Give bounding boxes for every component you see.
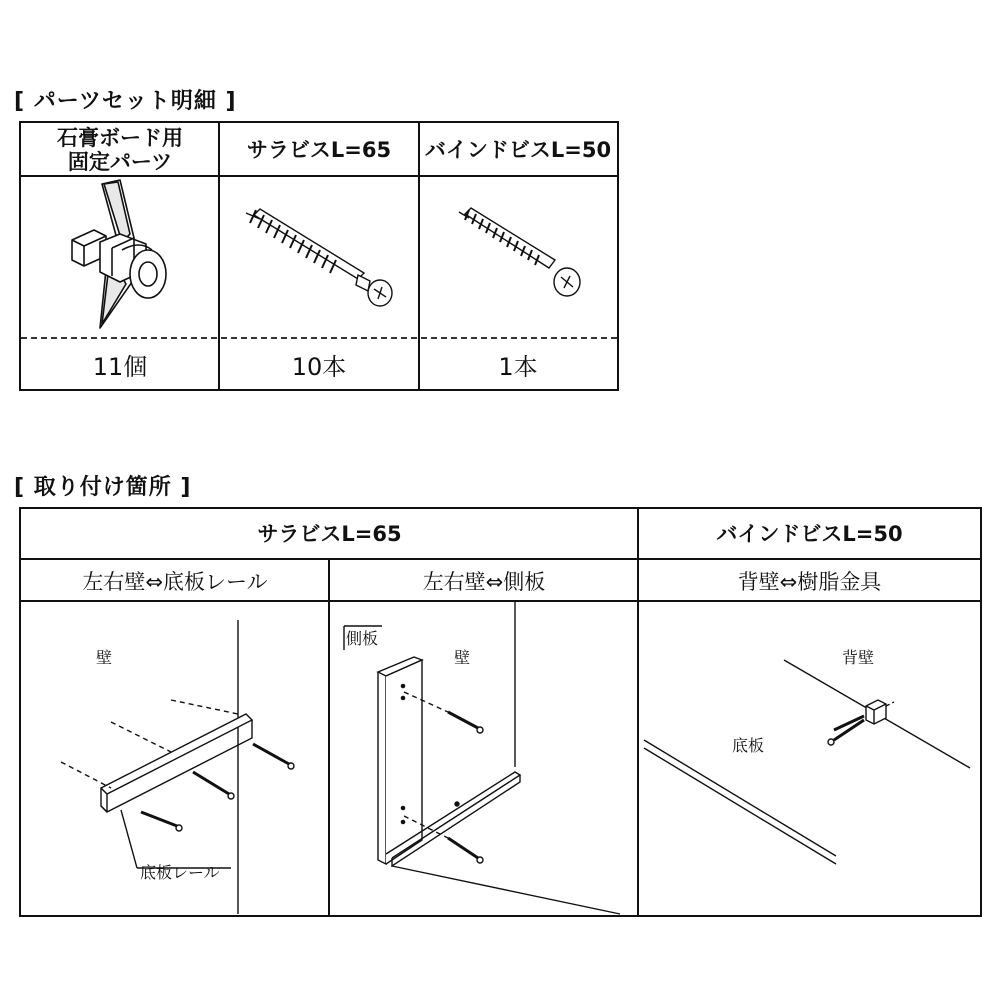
panel-title-wall-side: 左右壁⇔側板 (422, 569, 546, 594)
label-bottom-rail: 底板レール (140, 863, 220, 882)
group-title-flat-screw: サラビスL=65 (257, 522, 402, 546)
parts-quantity-bind-screw: 1本 (498, 352, 538, 381)
label-wall-2: 壁 (454, 648, 471, 667)
parts-quantity-flat-screw: 10本 (291, 352, 347, 381)
parts-section-heading: [ パーツセット明細 ] (14, 89, 237, 114)
backwall-bracket-diagram (638, 602, 980, 914)
parts-quantity-anchor: 11個 (92, 352, 148, 381)
panel-title-wall-rail: 左右壁⇔底板レール (82, 569, 268, 594)
label-side-panel: 側板 (346, 629, 379, 648)
label-bottom-board: 底板 (732, 736, 765, 755)
label-wall-1: 壁 (96, 648, 113, 667)
label-back-wall: 背壁 (842, 648, 875, 667)
parts-header-flat-screw: サラビスL=65 (246, 138, 392, 162)
drywall-anchor-icon (60, 178, 190, 338)
parts-header-anchor: 石膏ボード用 固定パーツ (57, 126, 183, 174)
flat-head-screw-icon (240, 205, 400, 310)
panel-title-backwall-bracket: 背壁⇔樹脂金具 (737, 569, 882, 594)
bind-screw-icon (455, 210, 585, 300)
group-title-bind-screw: バインドビスL=50 (716, 522, 903, 546)
parts-header-bind-screw: バインドビスL=50 (424, 138, 612, 162)
install-section-heading: [ 取り付け箇所 ] (14, 475, 192, 500)
